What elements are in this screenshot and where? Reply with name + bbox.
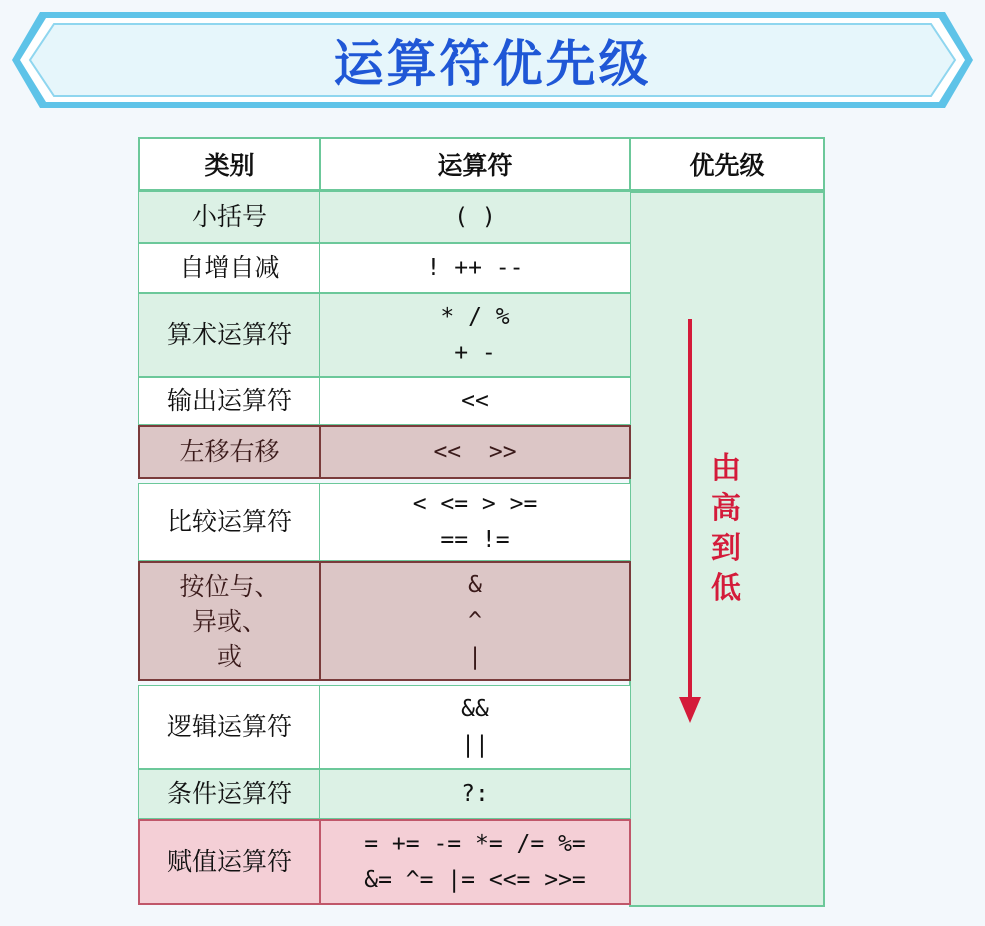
priority-char: 由	[711, 451, 741, 486]
row-category: 按位与、 异或、 或	[138, 561, 321, 681]
row-category: 输出运算符	[138, 377, 321, 425]
row-category: 小括号	[138, 191, 321, 243]
down-arrow-icon	[677, 317, 703, 727]
header-priority: 优先级	[629, 137, 825, 191]
row-operators: < <= > >= == !=	[319, 483, 631, 561]
row-operators: & ^ |	[319, 561, 631, 681]
row-category: 自增自减	[138, 243, 321, 293]
header-category: 类别	[138, 137, 321, 191]
row-category: 条件运算符	[138, 769, 321, 819]
priority-char: 高	[711, 491, 741, 526]
row-operators: <<	[319, 377, 631, 425]
priority-direction	[701, 449, 751, 609]
row-operators: * / % + -	[319, 293, 631, 377]
row-category: 赋值运算符	[138, 819, 321, 905]
priority-char: 到	[711, 531, 741, 566]
title-banner	[10, 10, 975, 110]
row-operators: << >>	[319, 425, 631, 479]
row-category: 逻辑运算符	[138, 685, 321, 769]
row-operators: ! ++ --	[319, 243, 631, 293]
row-operators: ?:	[319, 769, 631, 819]
row-category: 比较运算符	[138, 483, 321, 561]
priority-char: 低	[711, 571, 741, 606]
header-operator: 运算符	[319, 137, 631, 191]
row-operators: ( )	[319, 191, 631, 243]
row-operators: && ||	[319, 685, 631, 769]
precedence-table	[138, 137, 828, 907]
row-category: 算术运算符	[138, 293, 321, 377]
page-title: 运算符优先级	[333, 35, 652, 93]
row-category: 左移右移	[138, 425, 321, 479]
row-operators: = += -= *= /= %= &= ^= |= <<= >>=	[319, 819, 631, 905]
